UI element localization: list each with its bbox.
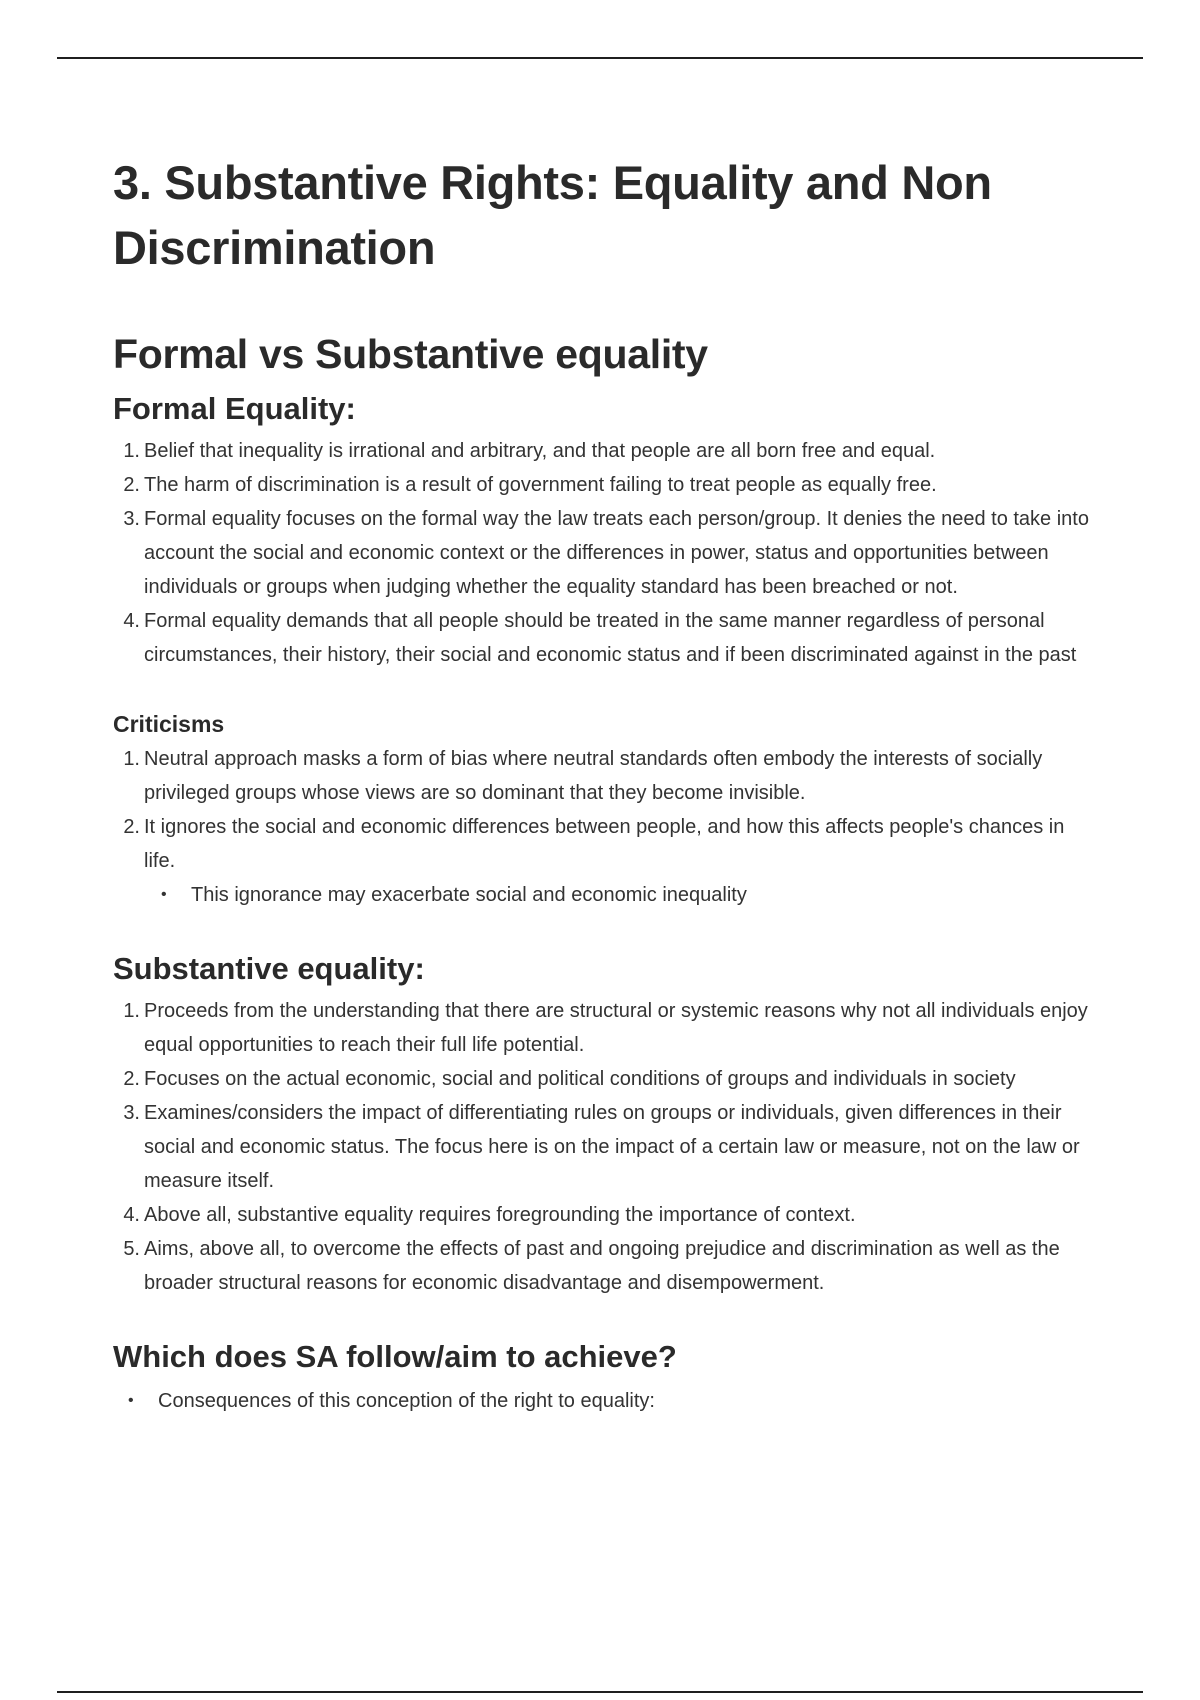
list-number: 5. — [123, 1238, 140, 1260]
heading-sa-follow: Which does SA follow/aim to achieve? — [113, 1339, 677, 1374]
bullet-icon: • — [128, 1392, 134, 1409]
list-item-text: Formal equality focuses on the formal way the law treats each person/group. It denies the need to take into account the social and economic context or the differences in power, status and opportunities between individuals or groups when judging whether the equality standard has been breached or not. — [144, 508, 1089, 598]
list-item-text: Consequences of this conception of the right to equality: — [158, 1390, 655, 1412]
list-item-text: Neutral approach masks a form of bias where neutral standards often embody the interests of socially privileged groups whose views are so dominant that they become invisible. — [144, 748, 1043, 804]
list-item — [113, 1062, 1093, 1096]
list-number: 2. — [123, 816, 140, 838]
list-item — [113, 742, 1093, 810]
list-item-text: Above all, substantive equality requires foregrounding the importance of context. — [144, 1204, 856, 1226]
list-item — [113, 468, 1093, 502]
list-number: 4. — [123, 1204, 140, 1226]
criticisms-sublist — [161, 878, 1093, 912]
list-number: 3. — [123, 508, 140, 530]
substantive-equality-list — [113, 994, 1093, 1300]
list-number: 2. — [123, 1068, 140, 1090]
list-item-text: Aims, above all, to overcome the effects of past and ongoing prejudice and discrimination as well as the broader structural reasons for economic disadvantage and disempowerment. — [144, 1238, 1060, 1294]
list-number: 1. — [123, 748, 140, 770]
list-item — [113, 1096, 1093, 1198]
list-number: 1. — [123, 440, 140, 462]
list-item-text: Formal equality demands that all people should be treated in the same manner regardless of personal circumstances, their history, their social and economic status and if been discriminated against in the past — [144, 610, 1077, 666]
page-title: 3. Substantive Rights: Equality and Non Discrimination — [113, 156, 992, 274]
formal-equality-list — [113, 434, 1093, 672]
list-item — [113, 604, 1093, 672]
list-item — [113, 434, 1093, 468]
list-number: 4. — [123, 610, 140, 632]
document-page — [113, 150, 1093, 1418]
heading-criticisms: Criticisms — [113, 711, 225, 737]
list-item — [113, 810, 1093, 912]
list-item-text: Examines/considers the impact of differentiating rules on groups or individuals, given differences in their social and economic status. The focus here is on the impact of a certain law or measure, not on the law or measure itself. — [144, 1102, 1080, 1192]
bullet-icon: • — [161, 886, 167, 903]
list-item-text: Belief that inequality is irrational and arbitrary, and that people are all born free and equal. — [144, 440, 936, 462]
list-item — [113, 1198, 1093, 1232]
list-item-text: It ignores the social and economic differences between people, and how this affects people's chances in life. — [144, 816, 1065, 872]
top-rule — [57, 57, 1143, 59]
list-item-text: Proceeds from the understanding that there are structural or systemic reasons why not all individuals enjoy equal opportunities to reach their full life potential. — [144, 1000, 1088, 1056]
list-item — [113, 1232, 1093, 1300]
list-item-text: Focuses on the actual economic, social and political conditions of groups and individuals in society — [144, 1068, 1016, 1090]
list-item — [113, 994, 1093, 1062]
list-item-text: The harm of discrimination is a result of government failing to treat people as equally free. — [144, 474, 937, 496]
sublist-item-text: This ignorance may exacerbate social and economic inequality — [191, 884, 747, 906]
criticisms-list — [113, 742, 1093, 912]
list-number: 1. — [123, 1000, 140, 1022]
list-number: 2. — [123, 474, 140, 496]
section-heading-formal-vs-substantive: Formal vs Substantive equality — [113, 331, 708, 377]
list-item — [113, 502, 1093, 604]
heading-formal-equality: Formal Equality: — [113, 391, 356, 426]
sublist-item — [161, 878, 1093, 912]
list-number: 3. — [123, 1102, 140, 1124]
list-item — [128, 1384, 1093, 1418]
heading-substantive-equality: Substantive equality: — [113, 951, 425, 986]
sa-bullet-list — [128, 1384, 1093, 1418]
bottom-rule — [57, 1691, 1143, 1693]
